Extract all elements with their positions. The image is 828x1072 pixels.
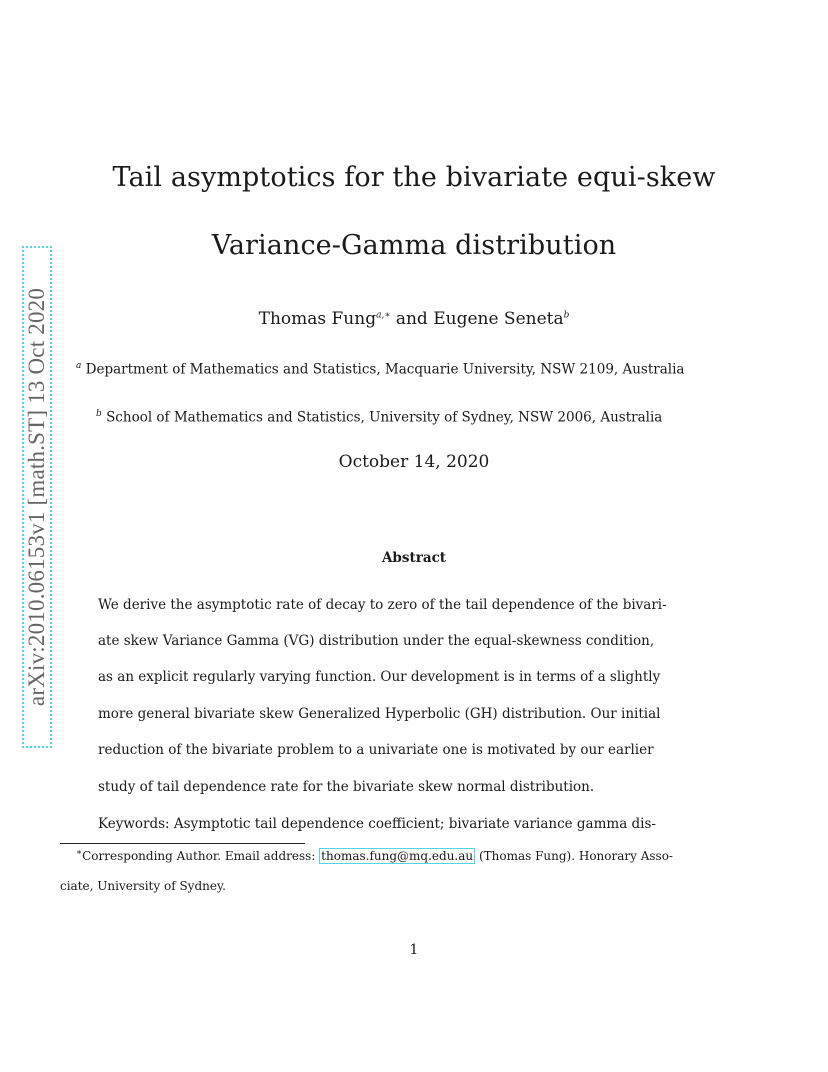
abstract-line: study of tail dependence rate for the bivariate skew normal distribution. <box>98 779 595 795</box>
affiliation-mark: a <box>76 361 82 371</box>
abstract-line: as an explicit regularly varying function. Our development is in terms of a slightly <box>98 669 661 685</box>
footnote-line-2: ciate, University of Sydney. <box>60 879 226 893</box>
author-name: Eugene Seneta <box>433 309 564 329</box>
email-link[interactable]: thomas.fung@mq.edu.au <box>321 849 474 863</box>
author-affiliation-mark: a,∗ <box>376 310 391 321</box>
author-name: Thomas Fung <box>258 309 377 329</box>
affiliation-b <box>96 409 662 426</box>
footnote-line-1 <box>76 848 673 863</box>
paper-title-line-2: Variance-Gamma distribution <box>211 230 617 261</box>
affiliation-mark: b <box>96 409 102 419</box>
abstract-line: reduction of the bivariate problem to a univariate one is motivated by our earlier <box>98 742 654 758</box>
paper-date: October 14, 2020 <box>338 452 490 472</box>
footnote-mark: ∗ <box>76 848 83 858</box>
paper-title-line-1: Tail asymptotics for the bivariate equi-skew <box>112 162 716 193</box>
author-affiliation-mark: b <box>563 310 570 321</box>
page-number: 1 <box>409 942 419 958</box>
abstract-heading: Abstract <box>381 550 447 566</box>
abstract-line: more general bivariate skew Generalized Hyperbolic (GH) distribution. Our initial <box>98 706 661 722</box>
arxiv-identifier: arXiv:2010.06153v1 [math.ST] 13 Oct 2020 <box>24 287 49 707</box>
keywords-line: Keywords: Asymptotic tail dependence coefficient; bivariate variance gamma dis- <box>98 816 656 832</box>
footnote-divider <box>60 843 305 844</box>
author-list <box>0 309 828 329</box>
footnote-suffix: (Thomas Fung). Honorary Asso- <box>475 849 673 863</box>
author-connector: and <box>390 309 434 329</box>
affiliation-a <box>76 361 684 378</box>
footnote-prefix: Corresponding Author. Email address: <box>82 849 320 863</box>
abstract-line: We derive the asymptotic rate of decay to zero of the tail dependence of the bivari- <box>98 597 667 613</box>
abstract-line: ate skew Variance Gamma (VG) distribution under the equal-skewness condition, <box>98 633 655 649</box>
affiliation-text: Department of Mathematics and Statistics, Macquarie University, NSW 2109, Australia <box>85 361 685 378</box>
affiliation-text: School of Mathematics and Statistics, University of Sydney, NSW 2006, Australia <box>106 409 663 426</box>
